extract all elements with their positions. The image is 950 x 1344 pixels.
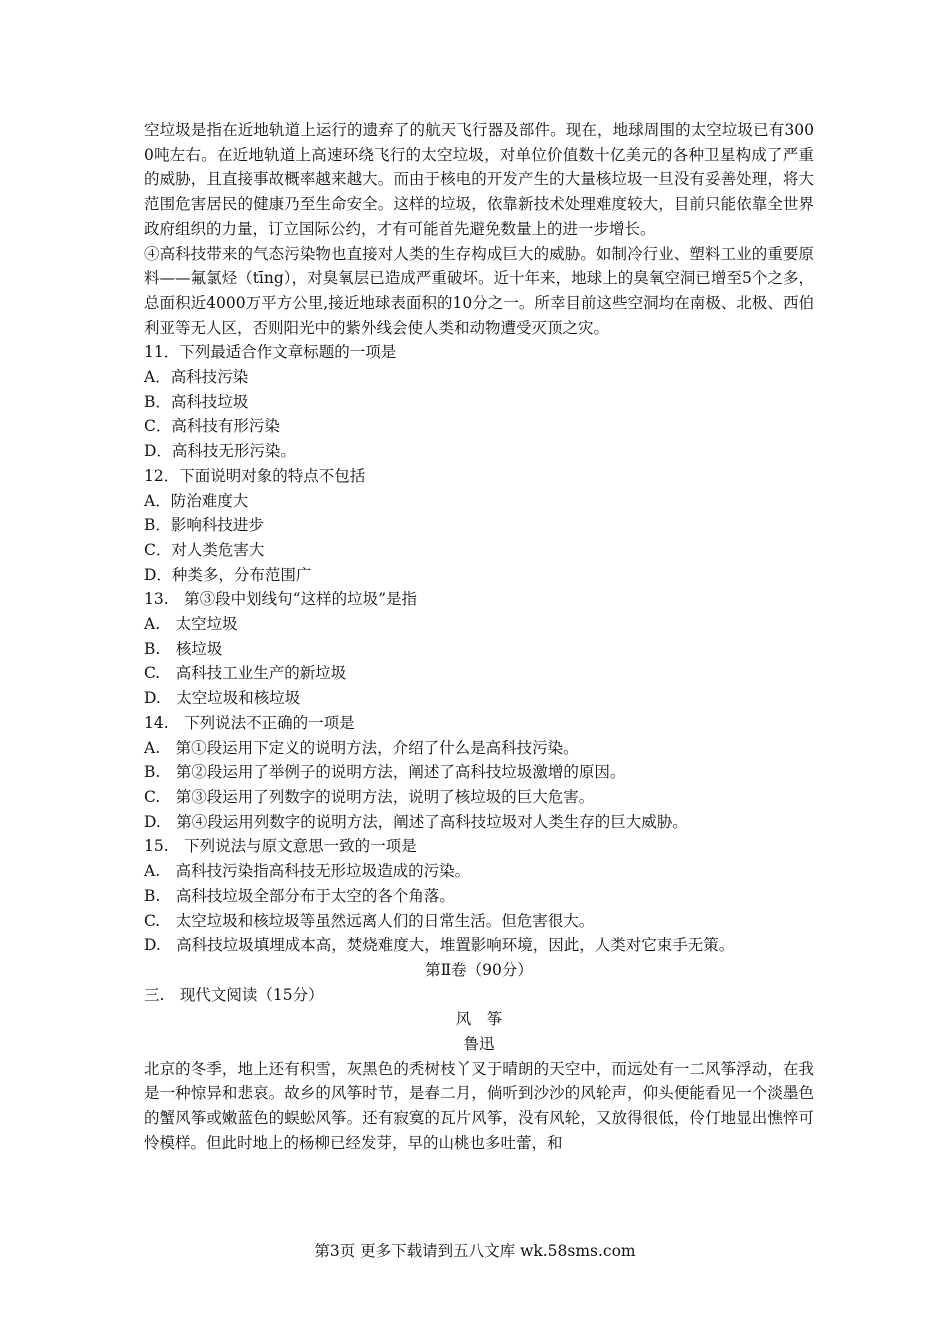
question-stem: 15. 下列说法与原文意思一致的一项是 bbox=[144, 837, 417, 856]
passage-paragraph-3-tail: 空垃圾是指在近地轨道上运行的遗弃了的航天飞行器及部件。现在，地球周围的太空垃圾已有3000吨左右。在近地轨道上高速环绕飞行的太空垃圾，对单位价值数十亿美元的各种卫星构成了严重的威胁，且直接事故概率越来越大。而由于核电的开发产生的大量核垃圾一旦没有妥善处理，将大范围危害居民的健康乃至生命安全。这样的垃圾，依靠新技术处理难度较大，目前只能依靠全世界政府组织的力量，订立国际公约，才有可能首先避免数量上的进一步增长。 bbox=[144, 121, 814, 238]
essay-author: 鲁迅 bbox=[463, 1035, 495, 1054]
question-stem: 13. 第③段中划线句“这样的垃圾”是指 bbox=[144, 590, 417, 609]
document-page bbox=[144, 118, 814, 1156]
option-d: D. 太空垃圾和核垃圾 bbox=[144, 689, 301, 708]
option-c: C. 太空垃圾和核垃圾等虽然远离人们的日常生活。但危害很大。 bbox=[144, 911, 595, 930]
essay-paragraph-1: 北京的冬季，地上还有积雪，灰黑色的秃树枝丫叉于晴朗的天空中，而远处有一二风筝浮动，在我是一种惊异和悲哀。故乡的风筝时节，是春二月，倘听到沙沙的风轮声，仰头便能看见一个淡墨色的蟹风筝或嫩蓝色的蜈蚣风筝。还有寂寞的瓦片风筝，没有风轮，又放得很低，伶仃地显出憔悴可怜模样。但此时地上的杨柳已经发芽，早的山桃也多吐蕾，和 bbox=[144, 1059, 814, 1152]
option-d: D. 第④段运用列数字的说明方法，阐述了高科技垃圾对人类生存的巨大威胁。 bbox=[144, 812, 688, 831]
page-footer: 第3页 更多下载请到五八文库 wk.58sms.com bbox=[314, 1242, 636, 1260]
option-d: D．高科技无形污染。 bbox=[144, 442, 296, 461]
essay-title: 风 筝 bbox=[455, 1010, 503, 1029]
option-c: C. 高科技工业生产的新垃圾 bbox=[144, 664, 347, 683]
option-b: B. 高科技垃圾全部分布于太空的各个角落。 bbox=[144, 886, 455, 905]
question-stem: 11．下列最适合作文章标题的一项是 bbox=[144, 343, 397, 362]
option-b: B. 核垃圾 bbox=[144, 639, 223, 658]
option-b: B．高科技垃圾 bbox=[144, 392, 249, 411]
option-c: C. 第③段运用了列数字的说明方法，说明了核垃圾的巨大危害。 bbox=[144, 787, 595, 806]
option-b: B. 第②段运用了举例子的说明方法，阐述了高科技垃圾激增的原因。 bbox=[144, 763, 626, 782]
option-a: A. 高科技污染指高科技无形垃圾造成的污染。 bbox=[144, 862, 471, 881]
passage-paragraph-4: ④高科技带来的气态污染物也直接对人类的生存构成巨大的威胁。如制冷行业、塑料工业的重要原料——氟氯烃（tīng），对臭氧层已造成严重破坏。近十年来，地球上的臭氧空洞已增至5个之多，总面积近4000万平方公里,接近地球表面积的10分之一。所幸目前这些空洞均在南极、北极、西伯利亚等无人区，否则阳光中的紫外线会使人类和动物遭受灭顶之灾。 bbox=[144, 244, 814, 337]
question-stem: 14. 下列说法不正确的一项是 bbox=[144, 713, 355, 732]
option-a: A. 太空垃圾 bbox=[144, 615, 238, 634]
option-c: C．对人类危害大 bbox=[144, 540, 265, 559]
question-stem: 12．下面说明对象的特点不包括 bbox=[144, 466, 366, 485]
option-d: D．种类多，分布范围广 bbox=[144, 565, 312, 584]
question-12 bbox=[144, 464, 814, 588]
option-a: A．防治难度大 bbox=[144, 491, 249, 510]
question-13 bbox=[144, 587, 814, 711]
option-a: A．高科技污染 bbox=[144, 368, 249, 387]
option-d: D. 高科技垃圾填埋成本高，焚烧难度大，堆置影响环境，因此，人类对它束手无策。 bbox=[144, 936, 735, 955]
question-14 bbox=[144, 711, 814, 835]
option-b: B．影响科技进步 bbox=[144, 516, 264, 535]
section-title: 三. 现代文阅读（15分） bbox=[144, 985, 324, 1004]
option-a: A. 第①段运用下定义的说明方法，介绍了什么是高科技污染。 bbox=[144, 738, 579, 757]
volume-title: 第Ⅱ卷（90分） bbox=[425, 960, 533, 979]
question-15 bbox=[144, 834, 814, 958]
option-c: C．高科技有形污染 bbox=[144, 417, 280, 436]
question-11 bbox=[144, 340, 814, 464]
